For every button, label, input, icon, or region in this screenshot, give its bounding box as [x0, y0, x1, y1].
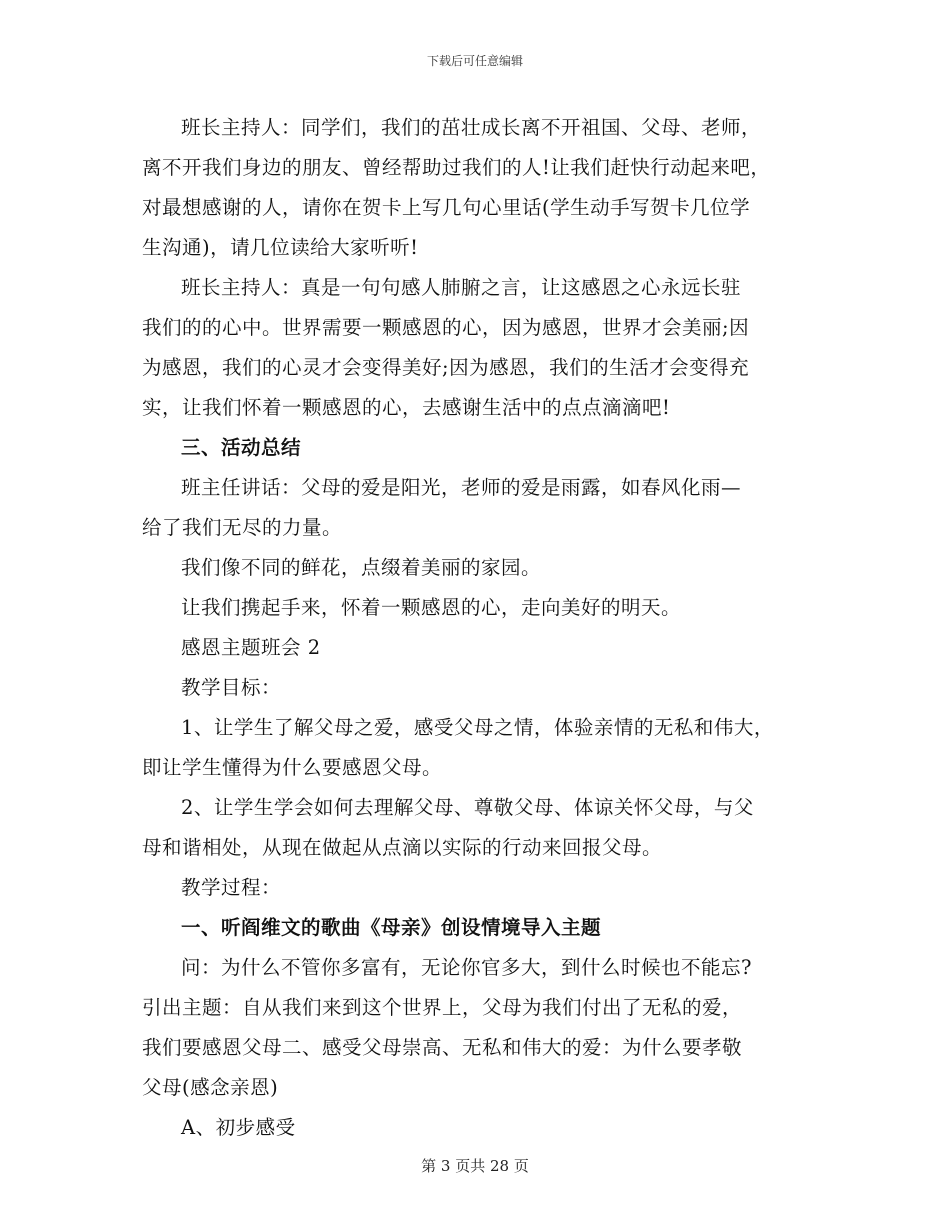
text-line: 班主任讲话：父母的爱是阳光，老师的爱是雨露，如春风化雨—: [181, 476, 742, 499]
paragraph-title-2: [142, 628, 812, 668]
heading-text: 一、听阎维文的歌曲《母亲》创设情境导入主题: [181, 916, 602, 939]
text-line: 即让学生懂得为什么要感恩父母。: [142, 756, 443, 779]
paragraph-teacher-speech: [142, 468, 812, 548]
paragraph-hands: [142, 588, 812, 628]
paragraph-host-heart: [142, 268, 812, 428]
paragraph-initial-feel: [142, 1108, 812, 1148]
text-line: 母和谐相处，从现在做起从点滴以实际的行动来回报父母。: [142, 836, 663, 859]
section-heading-song: [142, 908, 812, 948]
text-line: 为感恩，我们的心灵才会变得美好;因为感恩，我们的生活才会变得充: [142, 356, 750, 379]
text-line: 实，让我们怀着一颗感恩的心，去感谢生活中的点点滴滴吧!: [142, 396, 671, 419]
heading-text: 三、活动总结: [181, 436, 302, 459]
paragraph-question: [142, 948, 812, 1108]
text-line: 离不开我们身边的朋友、曾经帮助过我们的人!让我们赶快行动起来吧，: [142, 156, 771, 179]
text-line: A、初步感受: [181, 1116, 296, 1139]
section-heading-summary: [142, 428, 812, 468]
text-line: 班长主持人：真是一句句感人肺腑之言，让这感恩之心永远长驻: [181, 276, 742, 299]
paragraph-flowers: [142, 548, 812, 588]
text-line: 2、让学生学会如何去理解父母、尊敬父母、体谅关怀父母，与父: [181, 796, 754, 819]
page-header: 下载后可任意编辑: [426, 54, 523, 68]
text-line: 教学过程：: [181, 876, 282, 899]
text-line: 对最想感谢的人，请你在贺卡上写几句心里话(学生动手写贺卡几位学: [142, 196, 751, 219]
paragraph-objective-2: [142, 788, 812, 868]
text-line: 生沟通)，请几位读给大家听听!: [142, 236, 419, 259]
paragraph-objectives-label: [142, 668, 812, 708]
text-line: 问：为什么不管你多富有，无论你官多大，到什么时候也不能忘?: [181, 956, 752, 979]
text-line: 感恩主题班会 2: [181, 636, 321, 659]
text-line: 让我们携起手来，怀着一颗感恩的心，走向美好的明天。: [181, 596, 682, 619]
paragraph-process-label: [142, 868, 812, 908]
text-line: 我们要感恩父母二、感受父母崇高、无私和伟大的爱：为什么要孝敬: [142, 1036, 743, 1059]
paragraph-host-thanks: [142, 108, 812, 268]
paragraph-objective-1: [142, 708, 812, 788]
text-line: 教学目标：: [181, 676, 282, 699]
document-body: [142, 108, 812, 1148]
text-line: 父母(感念亲恩): [142, 1076, 279, 1099]
text-line: 我们的的心中。世界需要一颗感恩的心，因为感恩，世界才会美丽;因: [142, 316, 750, 339]
page-footer: 第 3 页共 28 页: [421, 1157, 529, 1175]
text-line: 1、让学生了解父母之爱，感受父母之情，体验亲情的无私和伟大，: [181, 716, 774, 739]
text-line: 我们像不同的鲜花，点缀着美丽的家园。: [181, 556, 542, 579]
text-line: 班长主持人：同学们，我们的茁壮成长离不开祖国、父母、老师，: [181, 116, 762, 139]
text-line: 引出主题：自从我们来到这个世界上，父母为我们付出了无私的爱，: [142, 996, 743, 1019]
text-line: 给了我们无尽的力量。: [142, 516, 343, 539]
